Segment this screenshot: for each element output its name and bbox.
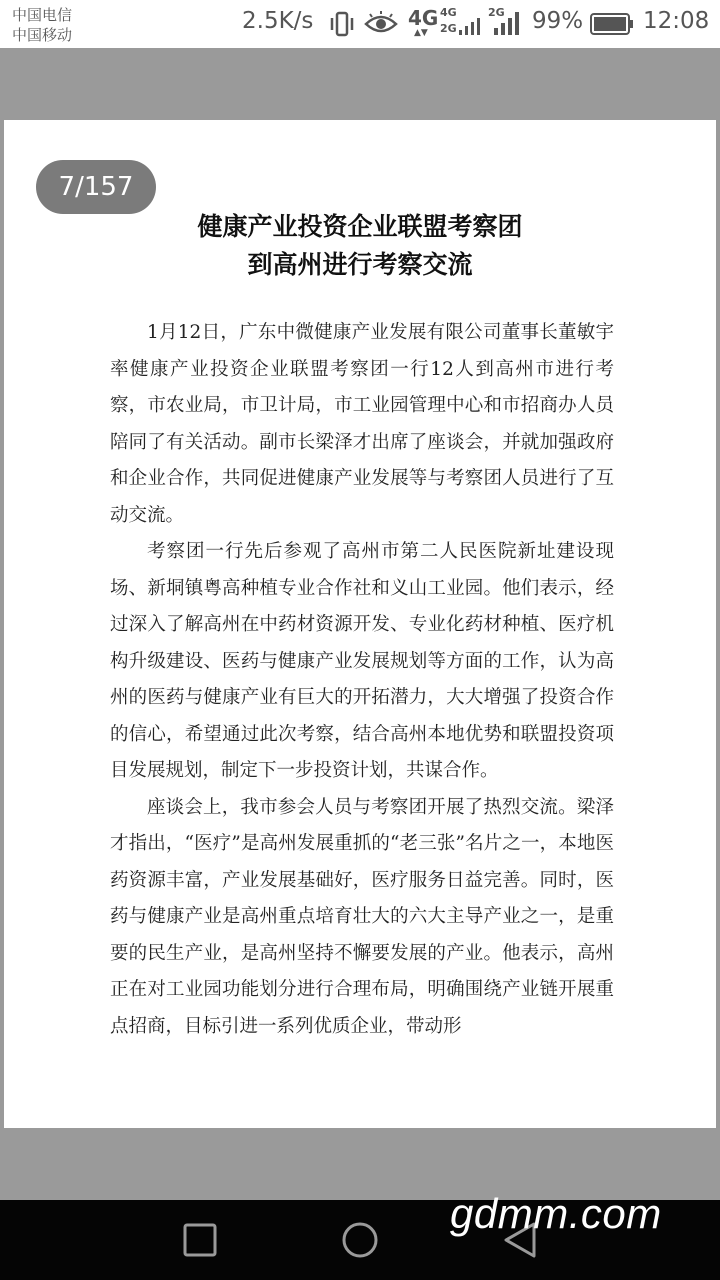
article-title	[4, 208, 716, 284]
page-indicator: 7/157	[36, 160, 156, 214]
signal-icon	[458, 14, 482, 36]
paragraph: 1月12日，广东中微健康产业发展有限公司董事长董敏宇率健康产业投资企业联盟考察团一行12人到高州市进行考察，市农业局，市卫计局，市工业园管理中心和市招商办人员陪同了有关活动。副市长梁泽才出席了座谈会，并就加强政府和企业合作，共同促进健康产业发展等与考察团人员进行了互动交流。	[110, 322, 614, 526]
sim1-network: 4G	[440, 6, 457, 19]
title-line-1: 健康产业投资企业联盟考察团	[197, 212, 523, 241]
paragraph: 座谈会上，我市参会人员与考察团开展了热烈交流。梁泽才指出，“医疗”是高州发展重抓的“老三张”名片之一，本地医药资源丰富，产业发展基础好，医疗服务日益完善。同时，医药与健康产业是高州重点培育壮大的六大主导产业之一，是重要的民生产业，是高州坚持不懈要发展的产业。他表示，高州正在对工业园功能划分进行合理布局，明确围绕产业链开展重点招商，目标引进一系列优质企业，带动形	[110, 796, 614, 1037]
watermark: gdmm.com	[450, 1190, 662, 1237]
sim2-network: 2G	[440, 22, 457, 35]
network-type	[408, 6, 439, 38]
battery-icon	[590, 13, 634, 35]
vibrate-icon	[330, 10, 354, 38]
paragraph: 考察团一行先后参观了高州市第二人民医院新址建设现场、新垌镇粤高种植专业合作社和义山工业园。他们表示，经过深入了解高州在中药材资源开发、专业化药材种植、医疗机构升级建设、医药与健康产业发展规划等方面的工作，认为高州的医药与健康产业有巨大的开拓潜力，大大增强了投资合作的信心，希望通过此次考察，结合高州本地优势和联盟投资项目发展规划，制定下一步投资计划，共谋合作。	[110, 541, 614, 781]
eye-icon	[364, 10, 398, 38]
document-page[interactable]	[4, 120, 716, 1128]
sim3-network: 2G	[488, 6, 505, 19]
carrier-info	[12, 5, 72, 45]
carrier-1: 中国电信	[12, 6, 73, 24]
network-speed: 2.5K/s	[242, 8, 314, 34]
clock: 12:08	[643, 8, 710, 34]
network-label: 4G	[408, 6, 439, 30]
data-arrows-icon: ▲▼	[414, 28, 428, 38]
title-line-2: 到高州进行考察交流	[247, 250, 473, 279]
home-icon[interactable]	[340, 1220, 380, 1260]
signal-icon	[492, 10, 522, 36]
battery-level: 99%	[532, 8, 584, 34]
article-body	[110, 315, 614, 1045]
carrier-2: 中国移动	[12, 26, 73, 44]
status-bar	[0, 0, 720, 48]
recent-apps-icon[interactable]	[180, 1220, 220, 1260]
